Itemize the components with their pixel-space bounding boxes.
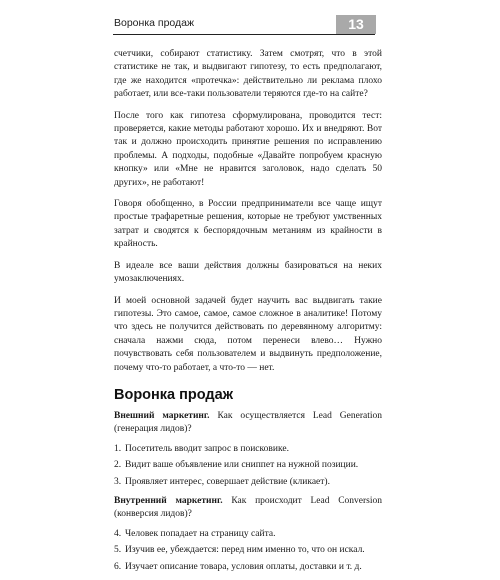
list-number: 1. xyxy=(114,443,122,454)
list-item xyxy=(114,561,382,574)
paragraph: После того как гипотеза сформулирована, проводится тест: проверяется, какие методы работают хорошо. Их и внедряют. Вот так и должно происходить принятие решения по исправлению проблемы. А подходы, подобные «Давайте попробуем красную кнопку» или «Мне не нравится заголовок, надо сделать 50 других», не работают! xyxy=(114,110,382,188)
list-text: Изучает описание товара, условия оплаты, доставки и т. д. xyxy=(125,561,362,572)
section-heading: Воронка продаж xyxy=(114,386,233,403)
paragraph: счетчики, собирают статистику. Затем смотрят, что в этой статистике не так, и выдвигают гипотезу, то есть предполагают, где же находится «протечка»: действительно ли реклама плохо работает, или все-таки пользователи теряются где-то на сайте? xyxy=(114,49,382,100)
list-item xyxy=(114,443,382,456)
list-number: 4. xyxy=(114,528,122,539)
external-marketing-lead: Внешний маркетинг. xyxy=(114,410,210,421)
list-number: 3. xyxy=(114,476,122,487)
page-number-badge: 13 xyxy=(336,15,376,34)
list-item xyxy=(114,476,382,489)
list-number: 6. xyxy=(114,561,122,572)
paragraph: И моей основной задачей будет научить вас выдвигать такие гипотезы. Это самое, самое, самое сложное в аналитике! Потому что здесь не получится действовать по деревянному алгоритму: сначала нажми сюда, потом перенеси влево… Нужно почувствовать себя пользователем и выдвинуть предположение, почему что-то работает, а что-то — нет. xyxy=(114,295,382,373)
page-content xyxy=(114,48,382,580)
internal-marketing-text: Как происходит Lead Conversion (конверсия лидов)? xyxy=(114,495,382,520)
list-text: Видит ваше объявление или сниппет на нужной позиции. xyxy=(125,460,359,471)
list-text: Проявляет интерес, совершает действие (кликает). xyxy=(125,476,330,487)
header-title: Воронка продаж xyxy=(114,17,195,29)
external-marketing-intro xyxy=(114,410,382,437)
list-item xyxy=(114,459,382,472)
paragraph: В идеале все ваши действия должны базироваться на неких умозаключениях. xyxy=(114,260,382,285)
list-number: 5. xyxy=(114,545,122,556)
list-item xyxy=(114,528,382,541)
internal-steps-list xyxy=(114,528,382,574)
list-number: 2. xyxy=(114,460,122,471)
internal-marketing-lead: Внутренний маркетинг. xyxy=(114,495,223,506)
list-item xyxy=(114,544,382,557)
internal-marketing-intro xyxy=(114,495,382,522)
external-steps-list xyxy=(114,443,382,489)
paragraph: Говоря обобщенно, в России предприниматели все чаще ищут простые трафаретные решения, которые не требуют умственных затрат и сводятся к беспорядочным метаниям из крайности в крайность. xyxy=(114,199,382,250)
external-marketing-text: Как осуществляется Lead Generation (генерация лидов)? xyxy=(114,410,382,435)
list-text: Изучив ее, убеждается: перед ним именно то, что он искал. xyxy=(125,545,365,556)
list-text: Человек попадает на страницу сайта. xyxy=(125,528,276,539)
list-text: Посетитель вводит запрос в поисковике. xyxy=(125,443,289,454)
